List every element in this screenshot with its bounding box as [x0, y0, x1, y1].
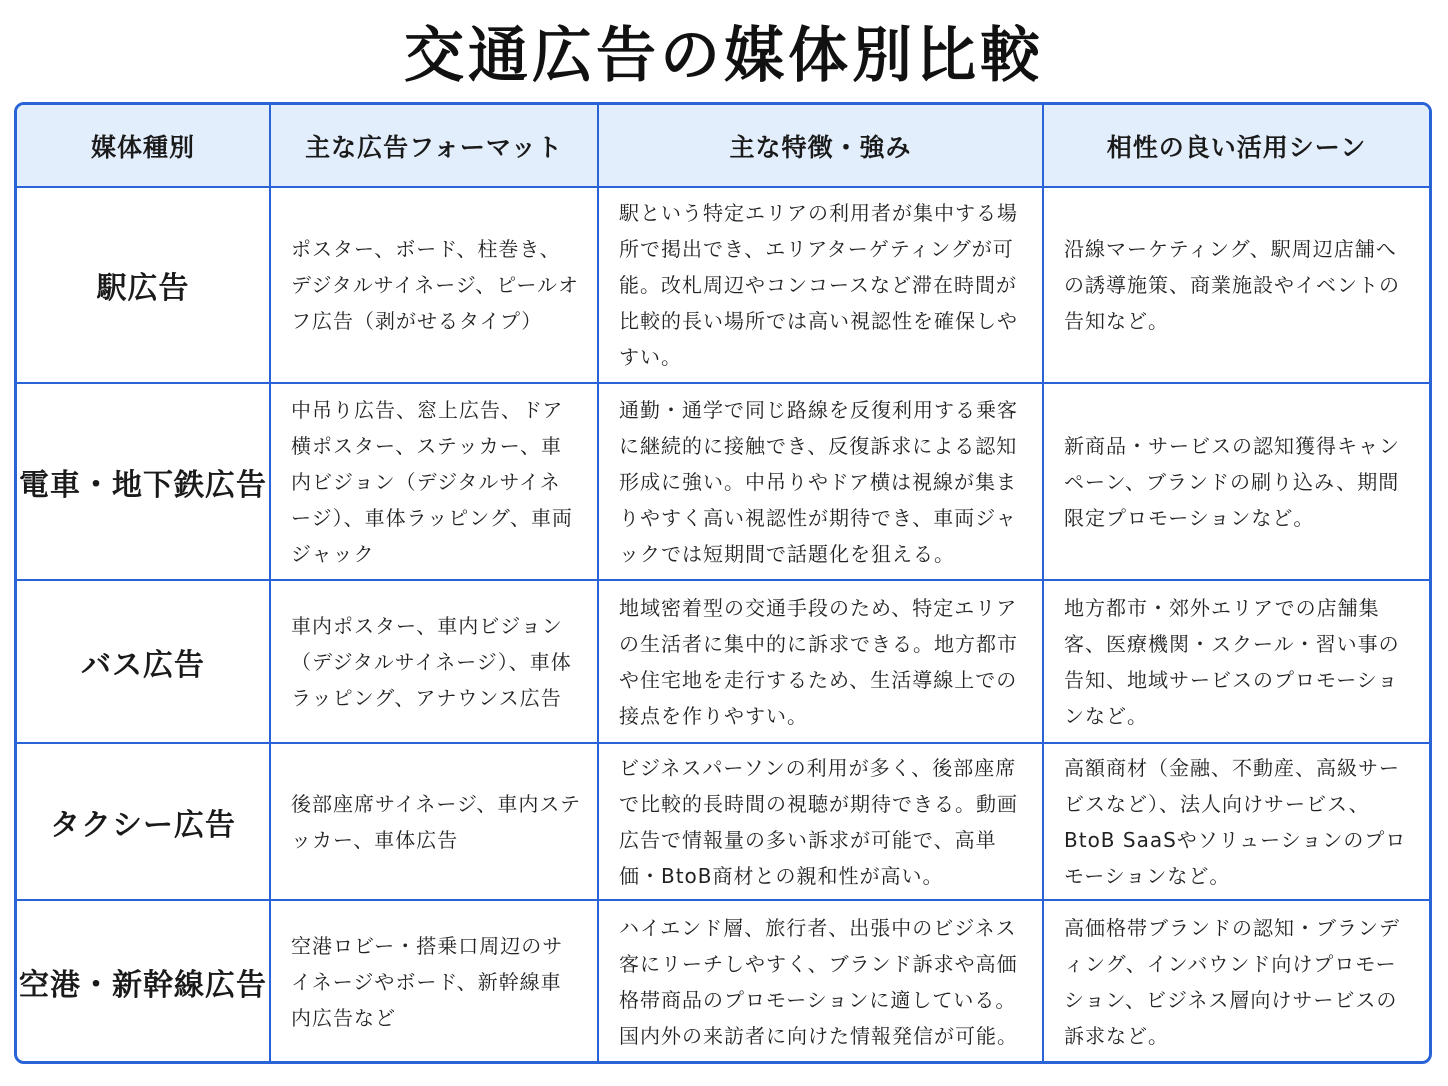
ad-format-cell: 車内ポスター、車内ビジョン（デジタルサイネージ）、車体ラッピング、アナウンス広告 [270, 580, 598, 743]
header-use-scene: 相性の良い活用シーン [1043, 105, 1429, 187]
page-title: 交通広告の媒体別比較 [404, 21, 1044, 91]
media-name: 空港・新幹線広告 [17, 900, 270, 1062]
ad-format-cell: 後部座席サイネージ、車内ステッカー、車体広告 [270, 743, 598, 900]
media-name: 電車・地下鉄広告 [17, 383, 270, 580]
table-row [17, 383, 1429, 580]
feature-cell: ハイエンド層、旅行者、出張中のビジネス客にリーチしやすく、ブランド訴求や高価格帯商品のプロモーションに適している。国内外の来訪者に向けた情報発信が可能。 [598, 900, 1043, 1062]
table-row [17, 743, 1429, 900]
scene-cell: 沿線マーケティング、駅周辺店舗への誘導施策、商業施設やイベントの告知など。 [1043, 187, 1429, 383]
feature-cell: 駅という特定エリアの利用者が集中する場所で掲出でき、エリアターゲティングが可能。改札周辺やコンコースなど滞在時間が比較的長い場所では高い視認性を確保しやすい。 [598, 187, 1043, 383]
media-name: 駅広告 [17, 187, 270, 383]
media-name: タクシー広告 [17, 743, 270, 900]
feature-cell: 地域密着型の交通手段のため、特定エリアの生活者に集中的に訴求できる。地方都市や住宅地を走行するため、生活導線上での接点を作りやすい。 [598, 580, 1043, 743]
scene-cell: 新商品・サービスの認知獲得キャンペーン、ブランドの刷り込み、期間限定プロモーションなど。 [1043, 383, 1429, 580]
ad-format-cell: 中吊り広告、窓上広告、ドア横ポスター、ステッカー、車内ビジョン（デジタルサイネージ）、車体ラッピング、車両ジャック [270, 383, 598, 580]
feature-cell: ビジネスパーソンの利用が多く、後部座席で比較的長時間の視聴が期待できる。動画広告で情報量の多い訴求が可能で、高単価・BtoB商材との親和性が高い。 [598, 743, 1043, 900]
scene-cell: 地方都市・郊外エリアでの店舗集客、医療機関・スクール・習い事の告知、地域サービスのプロモーションなど。 [1043, 580, 1429, 743]
table-header-row [17, 105, 1429, 187]
scene-cell: 高価格帯ブランドの認知・ブランディング、インバウンド向けプロモーション、ビジネス層向けサービスの訴求など。 [1043, 900, 1429, 1062]
feature-cell: 通勤・通学で同じ路線を反復利用する乗客に継続的に接触でき、反復訴求による認知形成に強い。中吊りやドア横は視線が集まりやすく高い視認性が期待でき、車両ジャックでは短期間で話題化を狙える。 [598, 383, 1043, 580]
comparison-table [14, 102, 1432, 1064]
comparison-table-grid [17, 105, 1429, 1062]
table-row [17, 580, 1429, 743]
ad-format-cell: 空港ロビー・搭乗口周辺のサイネージやボード、新幹線車内広告など [270, 900, 598, 1062]
scene-cell: 高額商材（金融、不動産、高級サービスなど）、法人向けサービス、BtoB SaaSやソリューションのプロモーションなど。 [1043, 743, 1429, 900]
header-features: 主な特徴・強み [598, 105, 1043, 187]
table-row [17, 900, 1429, 1062]
media-name: バス広告 [17, 580, 270, 743]
ad-format-cell: ポスター、ボード、柱巻き、デジタルサイネージ、ピールオフ広告（剥がせるタイプ） [270, 187, 598, 383]
table-row [17, 187, 1429, 383]
header-media-type: 媒体種別 [17, 105, 270, 187]
header-ad-format: 主な広告フォーマット [270, 105, 598, 187]
